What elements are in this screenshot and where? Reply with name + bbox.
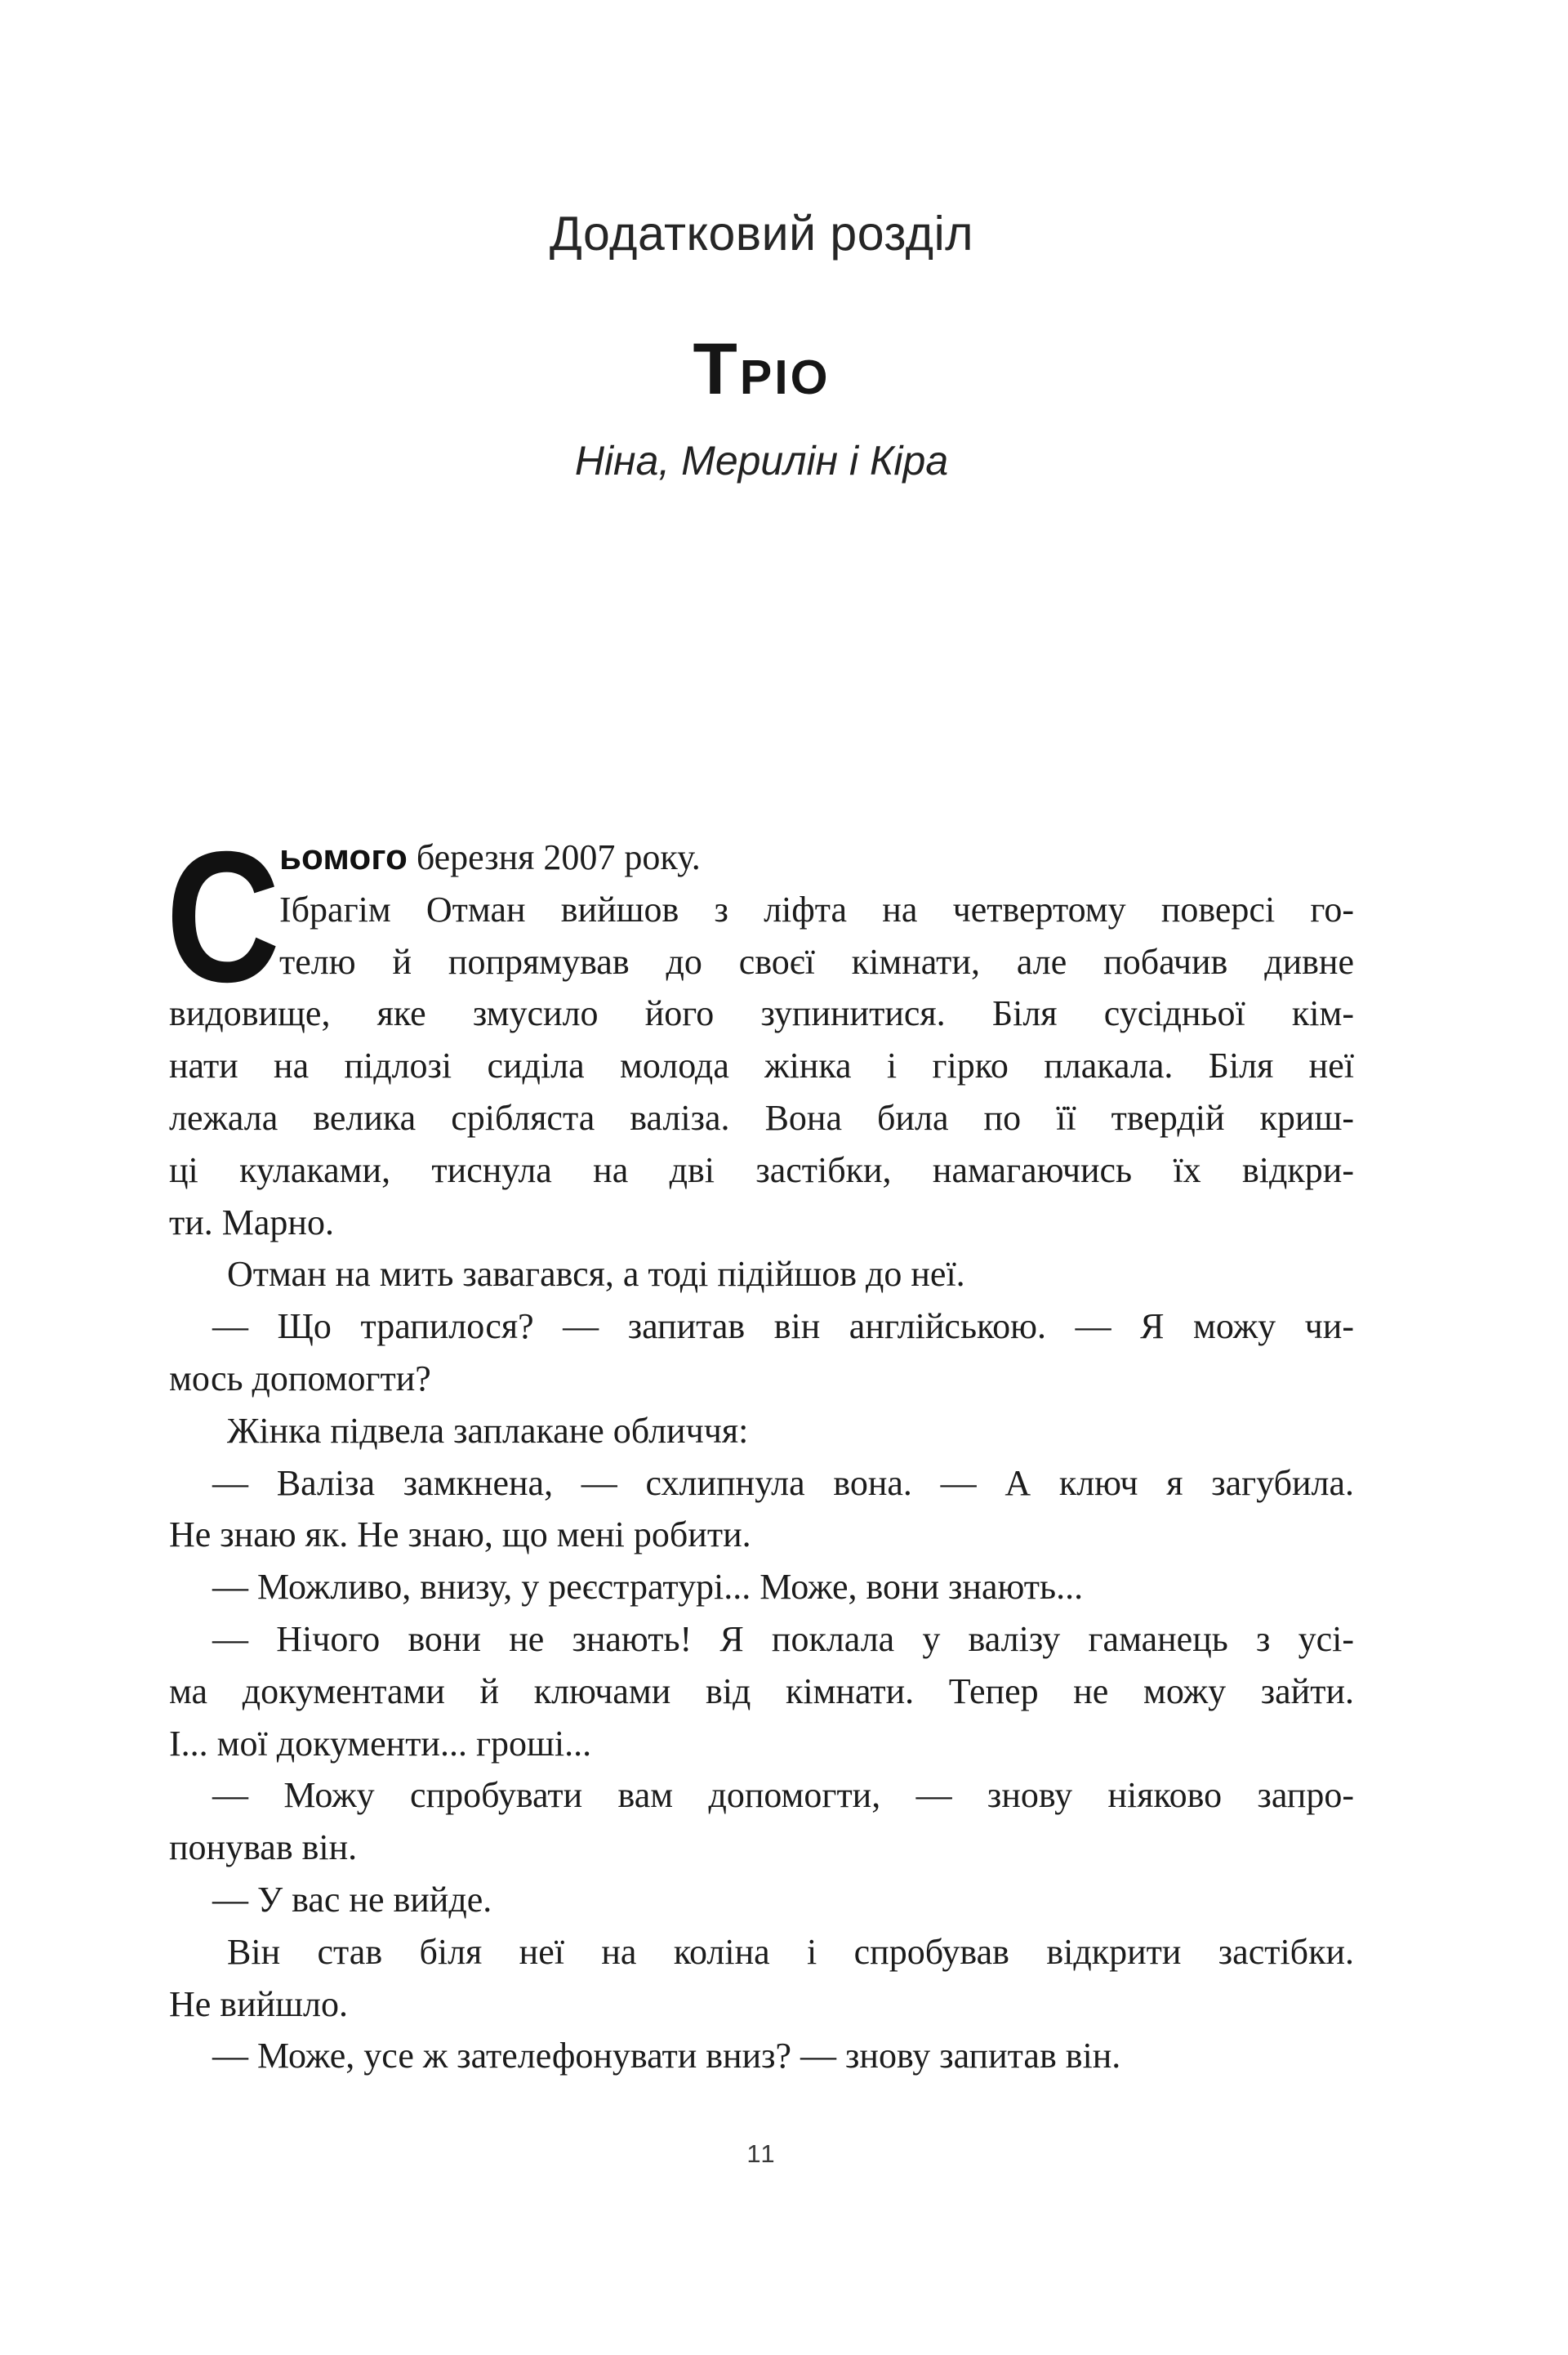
- text-line: — Що трапилося? — запитав він англійською. — Я можу чи-: [212, 1306, 1354, 1347]
- text-line: ма документами й ключами від кімнати. Тепер не можу зайти.: [169, 1670, 1354, 1711]
- text-line: понував він.: [169, 1827, 358, 1868]
- text-line: — У вас не вийде.: [212, 1879, 492, 1920]
- text-line: — Може, усе ж зателефонувати вниз? — знову запитав він.: [212, 2036, 1121, 2076]
- text-line: Отман на мить завагався, а тоді підійшов до неї.: [227, 1254, 965, 1295]
- chapter-label: Додатковий розділ: [549, 207, 974, 261]
- text-line: телю й попрямував до своєї кімнати, але побачив дивне: [279, 941, 1354, 982]
- text-line: Жінка підвела заплакане обличчя:: [227, 1410, 749, 1451]
- drop-cap: С: [166, 814, 280, 1021]
- text-line: Не вийшло.: [169, 1983, 349, 2024]
- chapter-subtitle: Ніна, Мерилін і Кіра: [574, 438, 949, 484]
- page-number: 11: [746, 2139, 777, 2168]
- chapter-title-initial: Т: [693, 328, 740, 409]
- text-line: ці кулаками, тиснула на дві застібки, намагаючись їх відкри-: [169, 1149, 1354, 1190]
- text-line: — Нічого вони не знають! Я поклала у валізу гаманець з усі-: [212, 1618, 1354, 1659]
- text-line: ьомого березня 2007 року.: [279, 837, 701, 877]
- text-line: лежала велика срібляста валіза. Вона била по її твердій криш-: [169, 1097, 1354, 1138]
- text-line: Не знаю як. Не знаю, що мені робити.: [169, 1514, 751, 1555]
- text-line: Він став біля неї на коліна і спробував відкрити застібки.: [227, 1931, 1354, 1972]
- text-line: ти. Марно.: [169, 1202, 334, 1242]
- body-text: [166, 814, 1354, 2082]
- text-line: — Можливо, внизу, у реєстратурі... Може, вони знають...: [212, 1567, 1084, 1608]
- text-line: — Валіза замкнена, — схлипнула вона. — А ключ я загубила.: [212, 1462, 1354, 1503]
- text-line: видовище, яке змусило його зупинитися. Біля сусідньої кім-: [169, 993, 1354, 1034]
- text-line: І... мої документи... гроші...: [169, 1723, 592, 1764]
- text-line: — Можу спробувати вам допомогти, — знову ніяково запро-: [212, 1775, 1354, 1816]
- text-line: мось допомогти?: [169, 1358, 431, 1398]
- chapter-title-rest: РІО: [739, 350, 831, 404]
- text-line: нати на підлозі сиділа молода жінка і гірко плакала. Біля неї: [169, 1046, 1354, 1086]
- body-lines: [169, 832, 1354, 2082]
- lead-word-bold: ьомого: [279, 837, 408, 877]
- chapter-title: [169, 328, 1354, 426]
- text-line: Ібрагім Отман вийшов з ліфта на четвертому поверсі го-: [279, 889, 1354, 930]
